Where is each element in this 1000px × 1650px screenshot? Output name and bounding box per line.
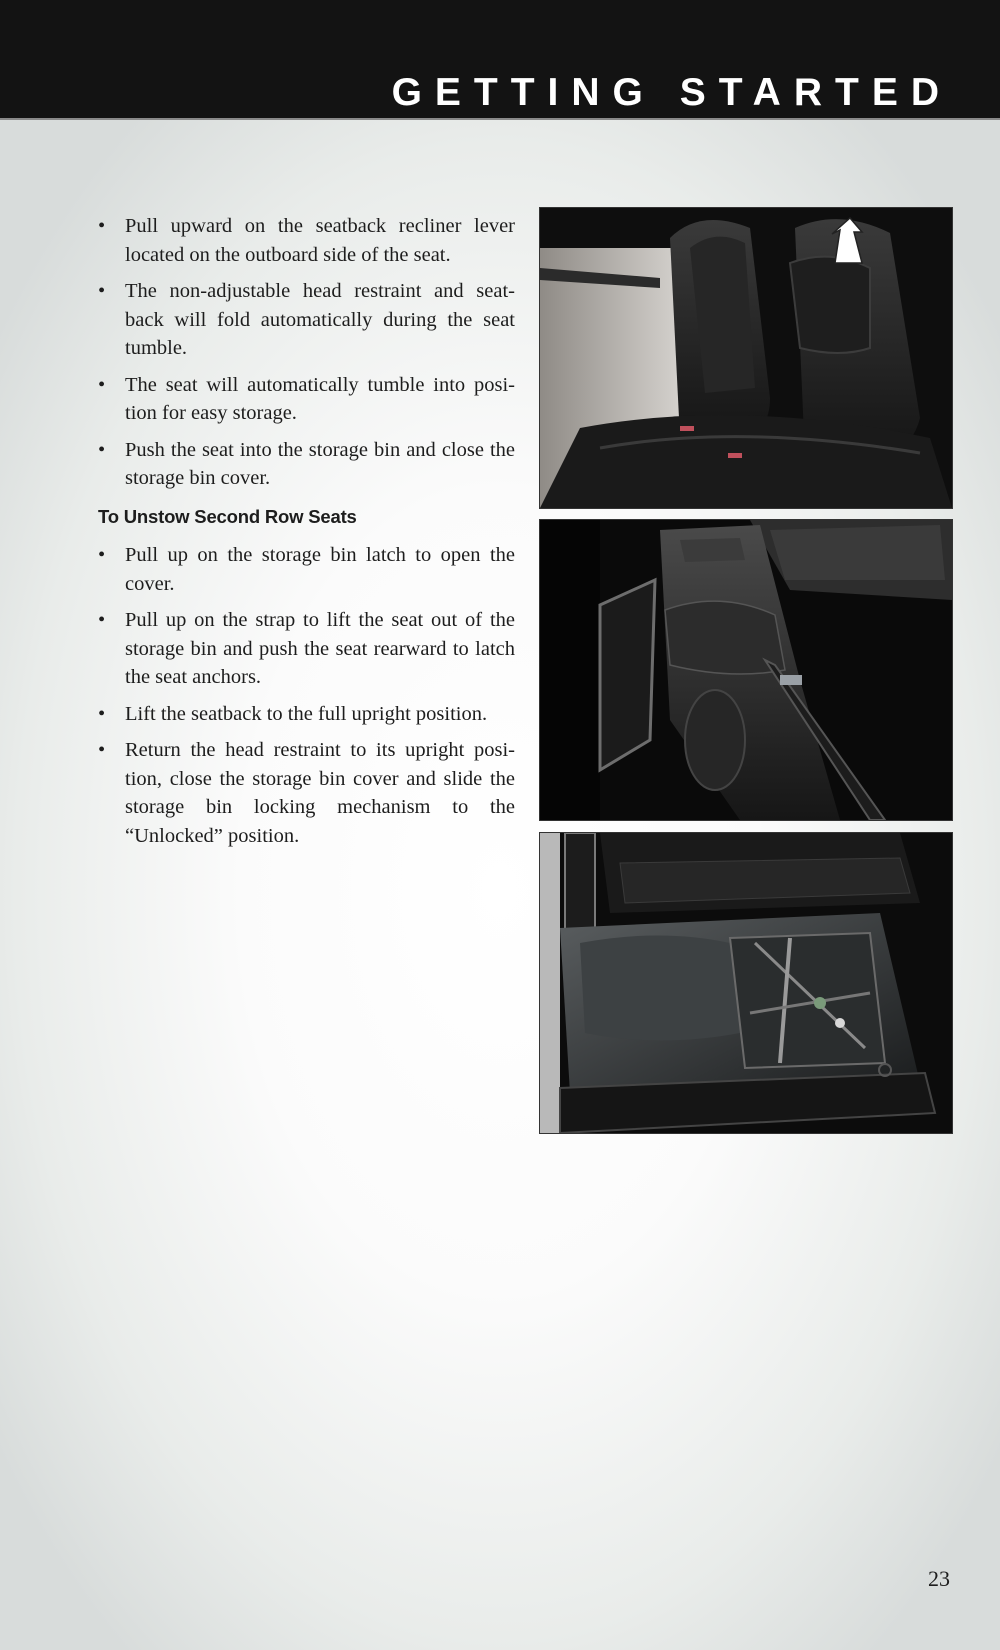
stow-steps-list — [98, 212, 515, 493]
instructions-column — [98, 212, 515, 858]
list-item — [98, 436, 515, 493]
bullet-icon: • — [98, 438, 106, 461]
list-item-text: Return the head restraint to its upright posi- tion, close the storage bin cover and slide the storage bin locking mechanism to the “Unlocked” position. — [125, 739, 515, 847]
list-item — [98, 736, 515, 850]
list-item-text: The non-adjustable head restraint and seat- back will fold automatically during the seat tumble. — [125, 280, 515, 359]
unstow-steps-list — [98, 541, 515, 850]
list-item — [98, 371, 515, 428]
list-item-text: Lift the seatback to the full upright position. — [125, 702, 488, 725]
list-item — [98, 212, 515, 269]
page-number: 23 — [928, 1566, 950, 1591]
bullet-icon: • — [98, 702, 106, 725]
subheading: To Unstow Second Row Seats — [98, 505, 357, 527]
bullet-icon: • — [98, 280, 106, 302]
list-item-text: Pull up on the strap to lift the seat out of the storage bin and push the seat rearward to latch the seat anchors. — [125, 609, 515, 688]
photo-seat-recliner — [539, 207, 953, 509]
list-item-text: Pull up on the storage bin latch to open the cover. — [125, 544, 515, 595]
photo-storage-bin — [539, 832, 953, 1134]
header-band — [0, 0, 1000, 120]
bullet-icon: • — [98, 739, 106, 761]
list-item-text: Pull upward on the seatback recliner lever located on the outboard side of the seat. — [125, 215, 515, 266]
folded-seat-illustration — [540, 520, 952, 820]
photo-seat-in-bin — [539, 519, 953, 821]
list-item-text: The seat will automatically tumble into posi- tion for easy storage. — [125, 373, 515, 424]
storage-bin-illustration — [540, 833, 952, 1133]
bullet-icon: • — [98, 609, 106, 631]
list-item — [98, 700, 515, 729]
list-item — [98, 541, 515, 598]
list-item — [98, 606, 515, 692]
list-item — [98, 277, 515, 363]
seat-recliner-illustration — [540, 208, 952, 508]
bullet-icon: • — [98, 373, 106, 396]
list-item-text: Push the seat into the storage bin and close the storage bin cover. — [125, 438, 515, 489]
bullet-icon: • — [98, 544, 106, 566]
bullet-icon: • — [98, 215, 106, 237]
section-title: GETTING STARTED — [391, 71, 952, 114]
